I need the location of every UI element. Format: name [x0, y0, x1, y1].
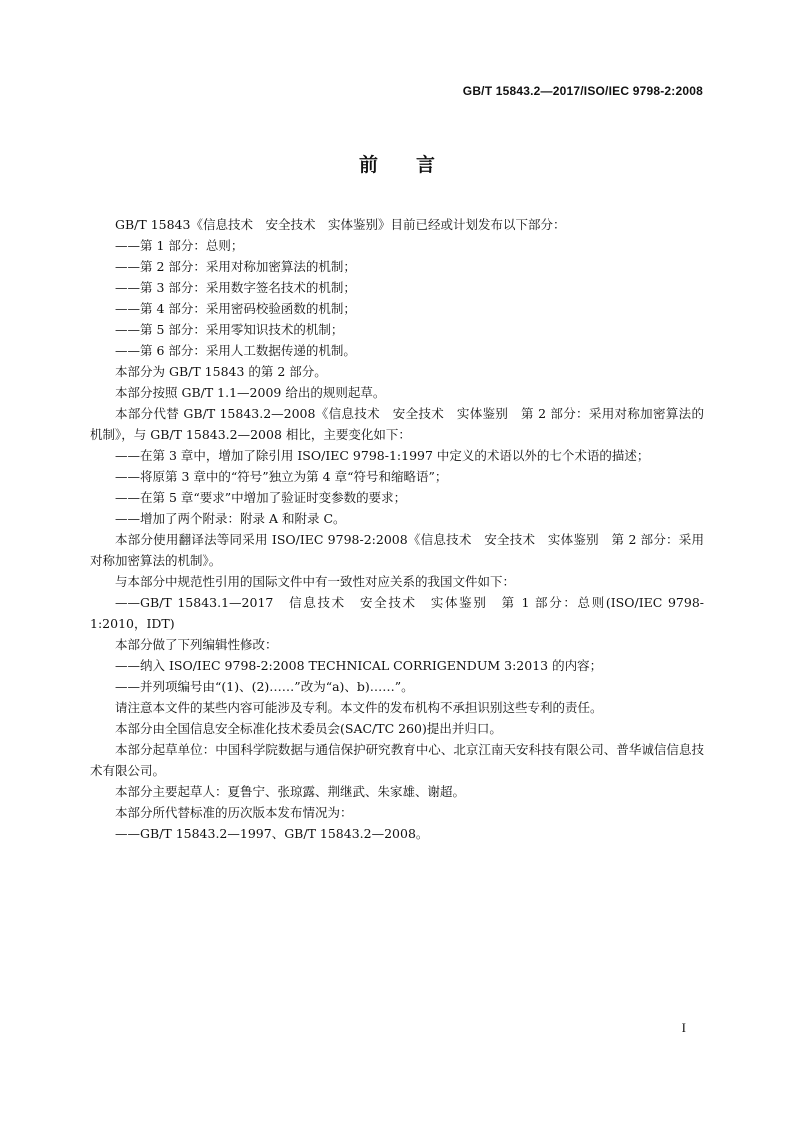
correspondence-paragraph: 与本部分中规范性引用的国际文件中有一致性对应关系的我国文件如下： — [115, 574, 516, 589]
list-item-part-5: ——第 5 部分：采用零知识技术的机制； — [115, 322, 344, 337]
list-item-part-1: ——第 1 部分：总则； — [115, 238, 244, 253]
proposer-paragraph: 本部分由全国信息安全标准化技术委员会(SAC/TC 260)提出并归口。 — [115, 721, 502, 736]
intro-paragraph: GB/T 15843《信息技术 安全技术 实体鉴别》目前已经或计划发布以下部分： — [115, 217, 566, 232]
history-item-1: ——GB/T 15843.2—1997、GB/T 15843.2—2008。 — [115, 826, 429, 841]
change-item-3: ——在第 5 章“要求”中增加了验证时变参数的要求； — [115, 490, 407, 505]
change-item-4: ——增加了两个附录：附录 A 和附录 C。 — [115, 511, 346, 526]
patent-notice-paragraph: 请注意本文件的某些内容可能涉及专利。本文件的发布机构不承担识别这些专利的责任。 — [115, 700, 603, 715]
drafting-rules-paragraph: 本部分按照 GB/T 1.1—2009 给出的规则起草。 — [115, 385, 386, 400]
correspondence-item-1: ——GB/T 15843.1—2017 信息技术 安全技术 实体鉴别 第 1 部分：总则(ISO/IEC 9798-1:2010，IDT) — [90, 595, 704, 631]
page-title: 前言 — [358, 154, 473, 176]
list-item-part-3: ——第 3 部分：采用数字签名技术的机制； — [115, 280, 356, 295]
list-item-part-6: ——第 6 部分：采用人工数据传递的机制。 — [115, 343, 356, 358]
list-item-part-2: ——第 2 部分：采用对称加密算法的机制； — [115, 259, 356, 274]
drafters-paragraph: 本部分主要起草人：夏鲁宁、张琼露、荆继武、朱家雄、谢超。 — [115, 784, 466, 799]
list-item-part-4: ——第 4 部分：采用密码校验函数的机制； — [115, 301, 356, 316]
page-number: I — [681, 1020, 686, 1035]
change-item-2: ——将原第 3 章中的“符号”独立为第 4 章“符号和缩略语”； — [115, 469, 448, 484]
drafting-units-paragraph: 本部分起草单位：中国科学院数据与通信保护研究教育中心、北京江南天安科技有限公司、普华诚信信息技术有限公司。 — [90, 742, 704, 778]
history-paragraph: 本部分所代替标准的历次版本发布情况为： — [115, 805, 353, 820]
part-statement-paragraph: 本部分为 GB/T 15843 的第 2 部分。 — [115, 364, 327, 379]
editorial-item-2: ——并列项编号由“(1)、(2)……”改为“a)、b)……”。 — [115, 679, 414, 694]
editorial-item-1: ——纳入 ISO/IEC 9798-2:2008 TECHNICAL CORRIGENDUM 3:2013 的内容； — [115, 658, 603, 673]
change-item-1: ——在第 3 章中，增加了除引用 ISO/IEC 9798-1:1997 中定义的术语以外的七个术语的描述； — [115, 448, 650, 463]
standard-code-header: GB/T 15843.2—2017/ISO/IEC 9798-2:2008 — [462, 84, 703, 98]
adoption-paragraph: 本部分使用翻译法等同采用 ISO/IEC 9798-2:2008《信息技术 安全技术 实体鉴别 第 2 部分：采用对称加密算法的机制》。 — [90, 532, 704, 568]
replacement-paragraph: 本部分代替 GB/T 15843.2—2008《信息技术 安全技术 实体鉴别 第 2 部分：采用对称加密算法的机制》，与 GB/T 15843.2—2008 相比，主要变化如下： — [90, 406, 704, 442]
document-body — [90, 214, 704, 844]
editorial-changes-paragraph: 本部分做了下列编辑性修改： — [115, 637, 278, 652]
